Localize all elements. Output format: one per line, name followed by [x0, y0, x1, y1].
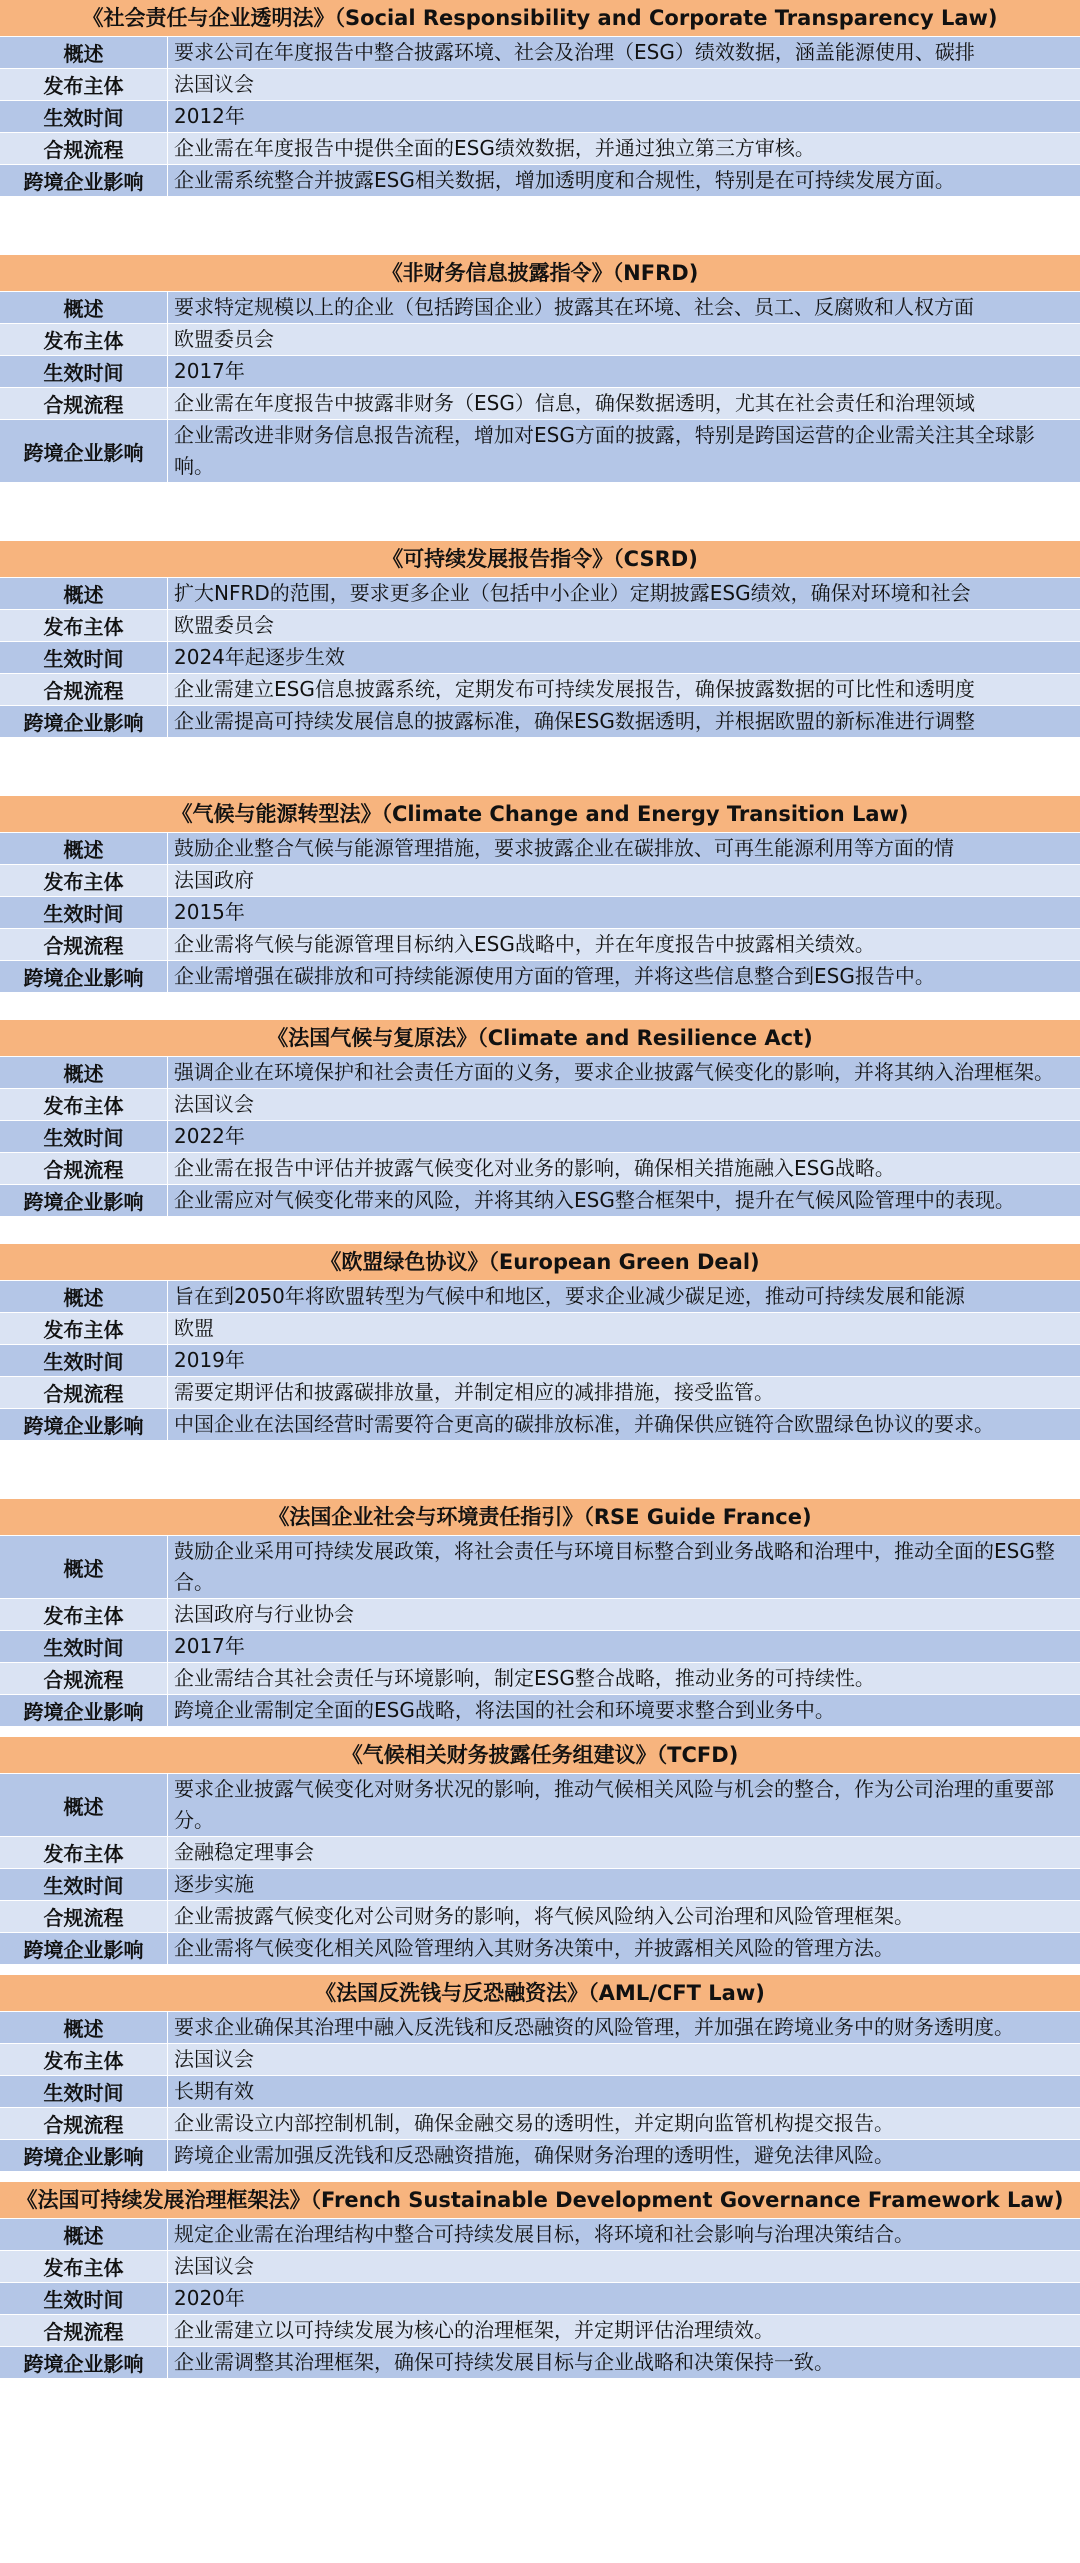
label-overview: 概述 [0, 1057, 168, 1088]
row-issuer [0, 865, 1080, 897]
spacer [0, 1441, 1080, 1499]
law-title: 《非财务信息披露指令》（NFRD) [0, 255, 1080, 292]
law-title: 《气候与能源转型法》（Climate Change and Energy Transition Law) [0, 796, 1080, 833]
value-impact: 企业需系统整合并披露ESG相关数据，增加透明度和合规性，特别是在可持续发展方面。 [174, 168, 955, 192]
value-compliance: 需要定期评估和披露碳排放量，并制定相应的减排措施，接受监管。 [174, 1380, 774, 1404]
label-compliance: 合规流程 [0, 133, 168, 164]
label-issuer: 发布主体 [0, 2251, 168, 2282]
row-effective [0, 1869, 1080, 1901]
label-overview: 概述 [0, 578, 168, 609]
law-table [0, 541, 1080, 738]
row-effective [0, 356, 1080, 388]
value-impact: 企业需将气候变化相关风险管理纳入其财务决策中，并披露相关风险的管理方法。 [174, 1936, 894, 1960]
row-overview [0, 578, 1080, 610]
law-table [0, 1244, 1080, 1441]
row-impact [0, 706, 1080, 738]
value-effective: 2022年 [174, 1124, 245, 1148]
label-impact: 跨境企业影响 [0, 706, 168, 737]
value-issuer: 法国议会 [174, 1092, 254, 1116]
value-compliance: 企业需在报告中评估并披露气候变化对业务的影响，确保相关措施融入ESG战略。 [174, 1156, 895, 1180]
row-overview [0, 1774, 1080, 1837]
value-impact: 企业需改进非财务信息报告流程，增加对ESG方面的披露，特别是跨国运营的企业需关注其全球影响。 [174, 423, 1035, 478]
value-impact: 中国企业在法国经营时需要符合更高的碳排放标准，并确保供应链符合欧盟绿色协议的要求。 [174, 1412, 994, 1436]
value-issuer: 法国政府与行业协会 [174, 1602, 354, 1626]
value-impact: 企业需增强在碳排放和可持续能源使用方面的管理，并将这些信息整合到ESG报告中。 [174, 964, 935, 988]
law-title: 《法国反洗钱与反恐融资法》（AML/CFT Law) [0, 1975, 1080, 2012]
label-effective: 生效时间 [0, 2076, 168, 2107]
law-table [0, 1020, 1080, 1217]
label-issuer: 发布主体 [0, 324, 168, 355]
row-impact [0, 1409, 1080, 1441]
value-effective: 2012年 [174, 104, 245, 128]
row-issuer [0, 69, 1080, 101]
row-overview [0, 2219, 1080, 2251]
value-effective: 2017年 [174, 1634, 245, 1658]
value-effective: 2017年 [174, 359, 245, 383]
law-title: 《法国气候与复原法》（Climate and Resilience Act) [0, 1020, 1080, 1057]
row-compliance [0, 1663, 1080, 1695]
law-table [0, 255, 1080, 483]
row-overview [0, 292, 1080, 324]
label-overview: 概述 [0, 292, 168, 323]
row-impact [0, 1185, 1080, 1217]
label-effective: 生效时间 [0, 101, 168, 132]
spacer [0, 1217, 1080, 1244]
label-overview: 概述 [0, 37, 168, 68]
row-issuer [0, 2251, 1080, 2283]
label-overview: 概述 [0, 2012, 168, 2043]
row-issuer [0, 610, 1080, 642]
row-overview [0, 1536, 1080, 1599]
row-compliance [0, 2315, 1080, 2347]
label-impact: 跨境企业影响 [0, 1409, 168, 1440]
value-overview: 扩大NFRD的范围，要求更多企业（包括中小企业）定期披露ESG绩效，确保对环境和社会 [174, 581, 971, 605]
row-effective [0, 642, 1080, 674]
spacer [0, 738, 1080, 796]
row-issuer [0, 1837, 1080, 1869]
value-issuer: 法国议会 [174, 72, 254, 96]
label-compliance: 合规流程 [0, 674, 168, 705]
value-issuer: 法国议会 [174, 2047, 254, 2071]
label-overview: 概述 [0, 1536, 168, 1598]
label-issuer: 发布主体 [0, 1313, 168, 1344]
spacer [0, 2172, 1080, 2182]
label-compliance: 合规流程 [0, 1901, 168, 1932]
label-effective: 生效时间 [0, 2283, 168, 2314]
row-compliance [0, 929, 1080, 961]
spacer [0, 197, 1080, 255]
row-issuer [0, 1599, 1080, 1631]
row-overview [0, 37, 1080, 69]
value-impact: 跨境企业需加强反洗钱和反恐融资措施，确保财务治理的透明性，避免法律风险。 [174, 2143, 894, 2167]
row-effective [0, 1121, 1080, 1153]
row-compliance [0, 388, 1080, 420]
row-impact [0, 2140, 1080, 2172]
value-effective: 2020年 [174, 2286, 245, 2310]
label-impact: 跨境企业影响 [0, 2140, 168, 2171]
label-compliance: 合规流程 [0, 1663, 168, 1694]
label-overview: 概述 [0, 833, 168, 864]
label-effective: 生效时间 [0, 356, 168, 387]
row-compliance [0, 2108, 1080, 2140]
value-overview: 规定企业需在治理结构中整合可持续发展目标，将环境和社会影响与治理决策结合。 [174, 2222, 914, 2246]
value-compliance: 企业需结合其社会责任与环境影响，制定ESG整合战略，推动业务的可持续性。 [174, 1666, 875, 1690]
row-impact [0, 2347, 1080, 2379]
row-overview [0, 2012, 1080, 2044]
label-effective: 生效时间 [0, 642, 168, 673]
label-effective: 生效时间 [0, 1121, 168, 1152]
spacer [0, 483, 1080, 541]
value-impact: 企业需调整其治理框架，确保可持续发展目标与企业战略和决策保持一致。 [174, 2350, 834, 2374]
value-issuer: 欧盟委员会 [174, 327, 274, 351]
value-effective: 2015年 [174, 900, 245, 924]
law-table [0, 1975, 1080, 2172]
label-effective: 生效时间 [0, 1869, 168, 1900]
label-impact: 跨境企业影响 [0, 1933, 168, 1964]
law-table [0, 796, 1080, 993]
value-compliance: 企业需在年度报告中提供全面的ESG绩效数据，并通过独立第三方审核。 [174, 136, 815, 160]
row-overview [0, 1281, 1080, 1313]
row-compliance [0, 674, 1080, 706]
row-overview [0, 833, 1080, 865]
label-compliance: 合规流程 [0, 1153, 168, 1184]
value-overview: 要求公司在年度报告中整合披露环境、社会及治理（ESG）绩效数据，涵盖能源使用、碳排 [174, 40, 975, 64]
row-impact [0, 961, 1080, 993]
row-effective [0, 1631, 1080, 1663]
value-impact: 企业需应对气候变化带来的风险，并将其纳入ESG整合框架中，提升在气候风险管理中的表现。 [174, 1188, 1015, 1212]
value-overview: 要求特定规模以上的企业（包括跨国企业）披露其在环境、社会、员工、反腐败和人权方面 [174, 295, 974, 319]
label-compliance: 合规流程 [0, 2315, 168, 2346]
value-compliance: 企业需披露气候变化对公司财务的影响，将气候风险纳入公司治理和风险管理框架。 [174, 1904, 914, 1928]
value-overview: 强调企业在环境保护和社会责任方面的义务，要求企业披露气候变化的影响，并将其纳入治理框架。 [174, 1060, 1054, 1084]
value-overview: 鼓励企业整合气候与能源管理措施，要求披露企业在碳排放、可再生能源利用等方面的情 [174, 836, 954, 860]
label-overview: 概述 [0, 2219, 168, 2250]
value-impact: 跨境企业需制定全面的ESG战略，将法国的社会和环境要求整合到业务中。 [174, 1698, 835, 1722]
law-title: 《气候相关财务披露任务组建议》（TCFD) [0, 1737, 1080, 1774]
value-overview: 旨在到2050年将欧盟转型为气候中和地区，要求企业减少碳足迹，推动可持续发展和能源 [174, 1284, 965, 1308]
row-impact [0, 1933, 1080, 1965]
label-overview: 概述 [0, 1774, 168, 1836]
row-issuer [0, 1089, 1080, 1121]
value-compliance: 企业需建立ESG信息披露系统，定期发布可持续发展报告，确保披露数据的可比性和透明度 [174, 677, 975, 701]
label-compliance: 合规流程 [0, 2108, 168, 2139]
value-effective: 逐步实施 [174, 1872, 254, 1896]
law-table [0, 1499, 1080, 1727]
law-table [0, 0, 1080, 197]
row-effective [0, 897, 1080, 929]
value-issuer: 欧盟委员会 [174, 613, 274, 637]
value-effective: 长期有效 [174, 2079, 254, 2103]
row-effective [0, 2076, 1080, 2108]
label-compliance: 合规流程 [0, 929, 168, 960]
value-compliance: 企业需将气候与能源管理目标纳入ESG战略中，并在年度报告中披露相关绩效。 [174, 932, 875, 956]
value-compliance: 企业需建立以可持续发展为核心的治理框架，并定期评估治理绩效。 [174, 2318, 774, 2342]
spacer [0, 1727, 1080, 1737]
label-effective: 生效时间 [0, 1631, 168, 1662]
value-effective: 2019年 [174, 1348, 245, 1372]
label-issuer: 发布主体 [0, 1837, 168, 1868]
value-overview: 要求企业披露气候变化对财务状况的影响，推动气候相关风险与机会的整合，作为公司治理的重要部分。 [174, 1777, 1054, 1832]
value-compliance: 企业需设立内部控制机制，确保金融交易的透明性，并定期向监管机构提交报告。 [174, 2111, 894, 2135]
row-impact [0, 1695, 1080, 1727]
value-issuer: 金融稳定理事会 [174, 1840, 314, 1864]
label-issuer: 发布主体 [0, 2044, 168, 2075]
row-effective [0, 2283, 1080, 2315]
row-overview [0, 1057, 1080, 1089]
law-title: 《法国企业社会与环境责任指引》（RSE Guide France) [0, 1499, 1080, 1536]
value-effective: 2024年起逐步生效 [174, 645, 345, 669]
law-title: 《法国可持续发展治理框架法》（French Sustainable Development Governance Framework Law) [0, 2182, 1080, 2219]
value-issuer: 欧盟 [174, 1316, 214, 1340]
value-compliance: 企业需在年度报告中披露非财务（ESG）信息，确保数据透明，尤其在社会责任和治理领域 [174, 391, 975, 415]
row-compliance [0, 1153, 1080, 1185]
law-title: 《欧盟绿色协议》（European Green Deal) [0, 1244, 1080, 1281]
label-issuer: 发布主体 [0, 69, 168, 100]
label-effective: 生效时间 [0, 1345, 168, 1376]
law-title: 《社会责任与企业透明法》（Social Responsibility and Corporate Transparency Law) [0, 0, 1080, 37]
row-issuer [0, 1313, 1080, 1345]
label-issuer: 发布主体 [0, 1599, 168, 1630]
label-compliance: 合规流程 [0, 1377, 168, 1408]
row-issuer [0, 2044, 1080, 2076]
law-title: 《可持续发展报告指令》（CSRD) [0, 541, 1080, 578]
label-impact: 跨境企业影响 [0, 1695, 168, 1726]
label-compliance: 合规流程 [0, 388, 168, 419]
label-impact: 跨境企业影响 [0, 1185, 168, 1216]
label-impact: 跨境企业影响 [0, 420, 168, 482]
law-table [0, 1737, 1080, 1965]
label-overview: 概述 [0, 1281, 168, 1312]
row-compliance [0, 1901, 1080, 1933]
value-issuer: 法国议会 [174, 2254, 254, 2278]
spacer [0, 1965, 1080, 1975]
label-impact: 跨境企业影响 [0, 165, 168, 196]
row-compliance [0, 1377, 1080, 1409]
label-impact: 跨境企业影响 [0, 2347, 168, 2378]
row-effective [0, 1345, 1080, 1377]
value-issuer: 法国政府 [174, 868, 254, 892]
row-issuer [0, 324, 1080, 356]
row-impact [0, 165, 1080, 197]
label-issuer: 发布主体 [0, 1089, 168, 1120]
spacer [0, 993, 1080, 1020]
label-effective: 生效时间 [0, 897, 168, 928]
law-table [0, 2182, 1080, 2379]
label-issuer: 发布主体 [0, 865, 168, 896]
label-impact: 跨境企业影响 [0, 961, 168, 992]
value-overview: 要求企业确保其治理中融入反洗钱和反恐融资的风险管理，并加强在跨境业务中的财务透明度。 [174, 2015, 1014, 2039]
row-compliance [0, 133, 1080, 165]
row-effective [0, 101, 1080, 133]
label-issuer: 发布主体 [0, 610, 168, 641]
value-overview: 鼓励企业采用可持续发展政策，将社会责任与环境目标整合到业务战略和治理中，推动全面的ESG整合。 [174, 1539, 1055, 1594]
value-impact: 企业需提高可持续发展信息的披露标准，确保ESG数据透明，并根据欧盟的新标准进行调整 [174, 709, 975, 733]
row-impact [0, 420, 1080, 483]
